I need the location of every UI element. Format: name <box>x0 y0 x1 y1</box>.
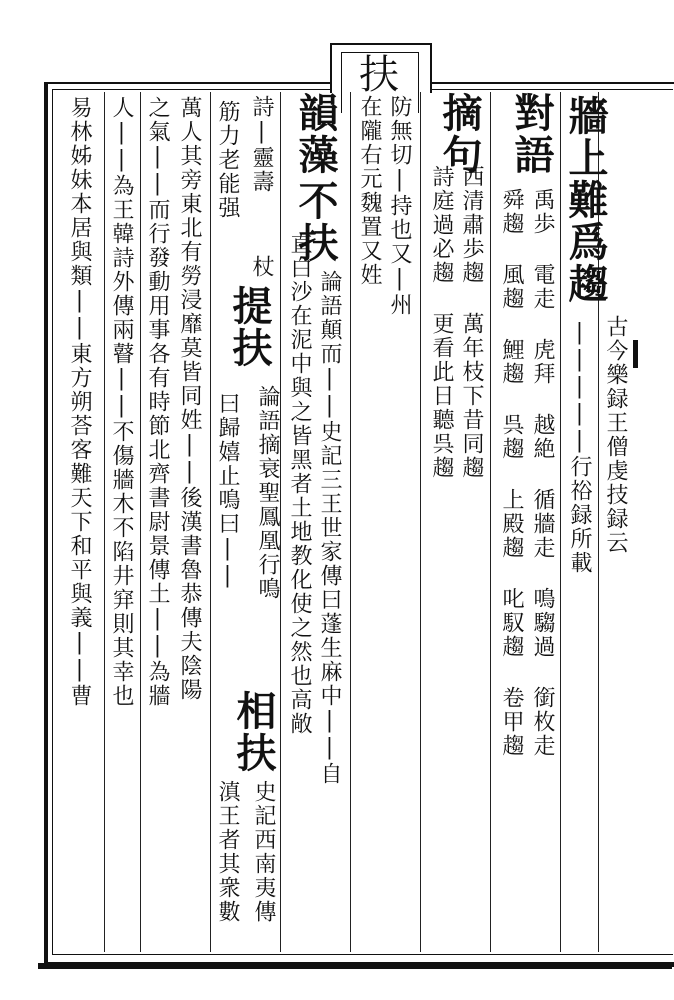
bufu-citation-2: 直白沙在泥中與之皆黑者土地教化使之然也高敞 <box>287 232 312 736</box>
column-divider <box>560 92 561 952</box>
section-heading-duiyu: 對語 <box>508 92 555 176</box>
term-xiangfu: 相扶 <box>230 690 277 774</box>
section-heading-zhaiju: 摘句 <box>436 92 483 176</box>
column-divider <box>490 92 491 952</box>
note-column: 古今樂録王僧虔技録云 <box>603 315 628 555</box>
pronunciation-note: 防無切|持也又|州 <box>387 95 412 317</box>
shi-citation: 詩|靈壽 <box>249 95 274 194</box>
page-edge-mark <box>633 340 638 368</box>
xiangfu-citation: 史記西南夷傳 <box>251 780 276 924</box>
guixi-note: 曰歸嬉止鳴曰|| <box>215 392 240 590</box>
place-note: 在隴右元魏置又姓 <box>357 95 382 287</box>
zhang-char: 杖 <box>249 255 274 279</box>
zhaiju-line-1: 西清肅歩趨 萬年枝下昔同趨 <box>459 165 484 480</box>
column-divider <box>140 92 141 952</box>
column-divider <box>420 92 421 952</box>
note-column: |||||行𥙿録所載 <box>567 320 592 575</box>
page-title: 扶 <box>359 52 399 98</box>
term-bufu: 不扶 <box>292 180 339 264</box>
jinli-note: 筋力老能强 <box>215 100 240 220</box>
text-column-8b: 易林姊妹本居與類||東方朔荅客難天下和平與義||曹 <box>67 96 92 708</box>
duiyu-line-1: 禹歩 電走 虎拜 越絶 循牆走 鳴騶過 銜枚走 <box>530 188 555 758</box>
page-border-bottom <box>38 963 672 969</box>
text-column-8a: 人||為王韓詩外傳兩瞽||不傷牆木不陷井穽則其幸也 <box>109 96 134 708</box>
tifu-citation: 論語摘衰聖鳳凰行鳴 <box>255 385 280 601</box>
text-column-7b: 之氣||而行發動用事各有時節北齊書尉景傳土||為牆 <box>145 96 170 708</box>
term-tifu: 提扶 <box>226 285 273 369</box>
column-divider <box>104 92 105 952</box>
bufu-citation-1: 論語顛而||史記三王世家傳曰蓬生麻中||自 <box>317 270 342 786</box>
dianwang-note: 滇王者其衆數 <box>215 780 240 924</box>
column-divider <box>210 92 211 952</box>
entry-heading: 牆上難爲趨 <box>562 95 609 305</box>
duiyu-line-2: 舜趨 風趨 鯉趨 呉趨 上殿趨 叱馭趨 卷甲趨 <box>499 188 524 758</box>
text-column-7a: 萬人其旁東北有勞浸靡莫皆同姓||後漢書魯恭傳夫陰陽 <box>177 96 202 702</box>
column-divider <box>280 92 281 952</box>
column-divider <box>350 92 351 952</box>
section-heading-yunzao: 韻藻 <box>292 92 339 176</box>
zhaiju-line-2: 詩庭過必趨 更看此日聽呉趨 <box>429 165 454 480</box>
